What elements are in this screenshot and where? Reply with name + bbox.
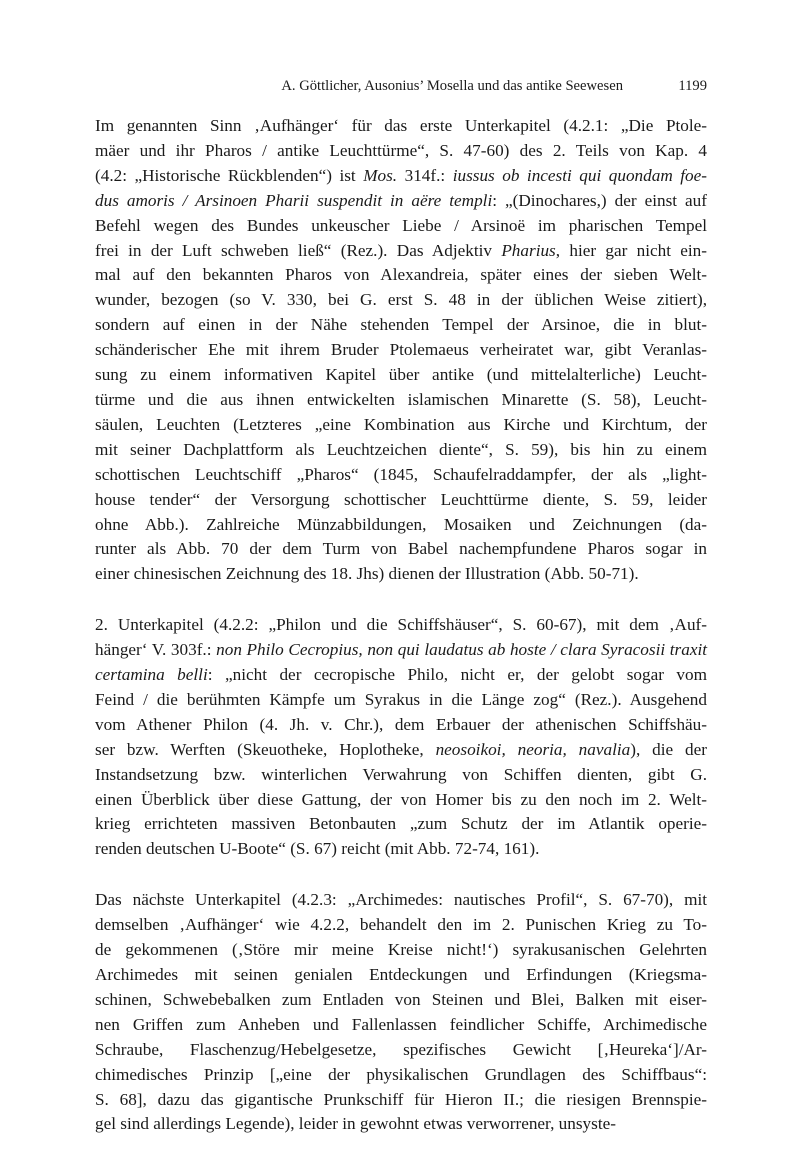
page-number: 1199: [678, 78, 707, 94]
text-segment: house tender“ der Versorgung schottischer Leuchttürme diente, S. 59, leider: [95, 489, 707, 509]
text-segment: S. 68], dazu das gigantische Prunkschiff für Hieron II.; die riesigen Brennspie-: [95, 1089, 707, 1109]
text-segment: 2. Unterkapitel (4.2.2: „Philon und die Schiffshäuser“, S. 60-67), mit dem ‚Auf-: [95, 615, 707, 635]
text-segment: schänderischer Ehe mit ihrem Bruder Ptolemaeus verheiratet war, gibt Veranlas-: [95, 340, 707, 360]
text-line: [95, 713, 707, 738]
text-segment: 314f.:: [397, 165, 453, 185]
text-line: [95, 164, 707, 189]
text-line: [95, 613, 707, 638]
italic-segment: Pharius: [501, 240, 556, 260]
text-segment: ser bzw. Werften (Skeuotheke, Hoplotheke,: [95, 739, 436, 759]
running-head: [95, 78, 707, 98]
text-line: [95, 288, 707, 313]
paragraph: [95, 613, 707, 862]
text-line: [95, 938, 707, 963]
text-segment: runter als Abb. 70 der dem Turm von Babel nachempfundene Pharos sogar in: [95, 539, 707, 559]
text-line: [95, 688, 707, 713]
text-segment: renden deutschen U-Boote“ (S. 67) reicht (mit Abb. 72-74, 161).: [95, 839, 540, 859]
body-text: [95, 114, 707, 1137]
text-line: [95, 363, 707, 388]
text-line: [95, 114, 707, 139]
text-segment: wunder, bezogen (so V. 330, bei G. erst S. 48 in der üblichen Weise zitiert),: [95, 290, 707, 310]
italic-segment: non Philo Cecropius, non qui laudatus ab hoste / clara Syracosii traxit: [216, 640, 707, 660]
text-segment: Feind / die berühmten Kämpfe um Syrakus in die Länge zog“ (Rez.). Ausgehend: [95, 689, 707, 709]
text-line: [95, 738, 707, 763]
document-page: [95, 78, 707, 1163]
text-segment: Schraube, Flaschenzug/Hebelgesetze, spezifisches Gewicht [‚Heureka‘]/Ar-: [95, 1039, 707, 1059]
text-segment: säulen, Leuchten (Letzteres „eine Kombination aus Kirche und Kirchtum, der: [95, 414, 707, 434]
text-segment: chimedisches Prinzip [„eine der physikalischen Grundlagen des Schiffbaus“:: [95, 1064, 707, 1084]
italic-segment: neosoikoi, neoria, navalia: [435, 739, 631, 759]
text-segment: Im genannten Sinn ‚Aufhänger‘ für das erste Unterkapitel (4.2.1: „Die Ptole-: [95, 116, 707, 135]
text-segment: einer chinesischen Zeichnung des 18. Jhs) dienen der Illustration (Abb. 50-71).: [95, 564, 639, 584]
text-line: [95, 562, 707, 587]
text-segment: frei in der Luft schweben ließ“ (Rez.). Das Adjektiv: [95, 240, 502, 260]
text-line: [95, 988, 707, 1013]
text-segment: demselben ‚Aufhänger‘ wie 4.2.2, behandelt den im 2. Punischen Krieg zu To-: [95, 915, 707, 935]
text-segment: ), die der: [630, 739, 707, 759]
italic-segment: dus amoris / Arsinoen Pharii suspendit in aëre templi: [95, 190, 493, 210]
text-line: [95, 263, 707, 288]
text-segment: krieg errichteten massiven Betonbauten „zum Schutz der im Atlantik operie-: [95, 814, 707, 834]
text-segment: mit seiner Dachplattform als Leuchtzeichen diente“, S. 59), bis hin zu einem: [95, 439, 707, 459]
text-segment: schinen, Schwebebalken zum Entladen von Steinen und Blei, Balken mit eiser-: [95, 989, 707, 1009]
text-line: [95, 513, 707, 538]
text-line: [95, 1112, 707, 1137]
text-segment: gel sind allerdings Legende), leider in gewohnt etwas verworrener, unsyste-: [95, 1114, 616, 1134]
paragraph: [95, 114, 707, 587]
text-line: [95, 338, 707, 363]
text-line: [95, 214, 707, 239]
text-line: [95, 139, 707, 164]
text-segment: de gekommenen (‚Störe mir meine Kreise nicht!‘) syrakusanischen Gelehrten: [95, 940, 707, 960]
text-segment: sung zu einem informativen Kapitel über antike (und mittelalterliche) Leucht-: [95, 365, 707, 385]
text-segment: (4.2: „Historische Rückblenden“) ist: [95, 165, 364, 185]
italic-segment: iussus ob incesti qui quondam foe-: [452, 165, 707, 185]
running-head-title: A. Göttlicher, Ausonius’ Mosella und das antike Seewesen: [281, 78, 623, 94]
text-line: [95, 1088, 707, 1113]
text-line: [95, 663, 707, 688]
text-segment: nen Griffen zum Anheben und Fallenlassen feindlicher Schiffe, Archimedische: [95, 1014, 707, 1034]
text-segment: : „(Dinochares,) der einst auf: [492, 190, 707, 210]
text-segment: Archimedes mit seinen genialen Entdeckungen und Erfindungen (Kriegsma-: [95, 965, 707, 984]
text-line: [95, 313, 707, 338]
text-line: [95, 537, 707, 562]
text-line: [95, 438, 707, 463]
text-segment: mal auf den bekannten Pharos von Alexandreia, später eines der sieben Welt-: [95, 265, 707, 285]
text-line: [95, 189, 707, 214]
text-segment: mäer und ihr Pharos / antike Leuchttürme“, S. 47-60) des 2. Teils von Kap. 4: [95, 140, 707, 160]
text-segment: einen Überblick über diese Gattung, der von Homer bis zu den noch im 2. Welt-: [95, 789, 707, 809]
italic-segment: Mos.: [363, 165, 398, 185]
text-line: [95, 788, 707, 813]
text-line: [95, 1063, 707, 1088]
text-segment: Das nächste Unterkapitel (4.2.3: „Archimedes: nautisches Profil“, S. 67-70), mit: [95, 890, 707, 910]
text-line: [95, 837, 707, 862]
text-line: [95, 488, 707, 513]
paragraph: [95, 888, 707, 1137]
text-segment: hänger‘ V. 303f.:: [95, 640, 217, 660]
text-line: [95, 1038, 707, 1063]
text-line: [95, 463, 707, 488]
text-segment: Befehl wegen des Bundes unkeuscher Liebe / Arsinoë im pharischen Tempel: [95, 215, 707, 235]
text-line: [95, 1013, 707, 1038]
text-segment: türme und die aus ihnen entwickelten islamischen Minarette (S. 58), Leucht-: [95, 389, 707, 409]
text-segment: schottischen Leuchtschiff „Pharos“ (1845, Schaufelraddampfer, der als „light-: [95, 464, 707, 484]
text-line: [95, 763, 707, 788]
text-segment: , hier gar nicht ein-: [555, 240, 707, 260]
italic-segment: certamina belli: [95, 665, 208, 685]
text-segment: Instandsetzung bzw. winterlichen Verwahrung von Schiffen dienten, gibt G.: [95, 764, 707, 784]
text-line: [95, 963, 707, 988]
text-line: [95, 913, 707, 938]
text-line: [95, 812, 707, 837]
text-segment: sondern auf einen in der Nähe stehenden Tempel der Arsinoe, die in blut-: [95, 315, 707, 335]
text-segment: : „nicht der cecropische Philo, nicht er, der gelobt sogar vom: [207, 665, 707, 685]
text-line: [95, 888, 707, 913]
text-line: [95, 413, 707, 438]
text-line: [95, 239, 707, 264]
text-segment: vom Athener Philon (4. Jh. v. Chr.), dem Erbauer der athenischen Schiffshäu-: [95, 714, 707, 734]
text-line: [95, 388, 707, 413]
text-segment: ohne Abb.). Zahlreiche Münzabbildungen, Mosaiken und Zeichnungen (da-: [95, 514, 707, 534]
text-line: [95, 638, 707, 663]
